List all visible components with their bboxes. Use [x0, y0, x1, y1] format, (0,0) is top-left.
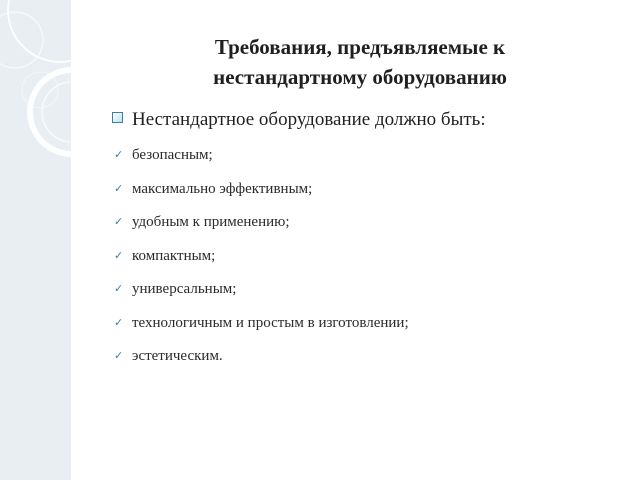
requirements-list — [114, 145, 409, 380]
list-item — [114, 279, 409, 313]
list-item — [114, 145, 409, 179]
list-item-text: технологичным и простым в изготовлении; — [132, 314, 409, 331]
list-item — [114, 246, 409, 280]
list-item — [114, 212, 409, 246]
decorative-circles — [0, 0, 71, 480]
lead-statement — [112, 108, 486, 132]
list-item — [114, 346, 409, 380]
list-item — [114, 313, 409, 347]
title-line-2: нестандартному оборудованию — [213, 65, 507, 89]
list-item-text: универсальным; — [132, 281, 237, 297]
list-item-text: компактным; — [132, 247, 216, 264]
checkmark-icon: ✓ — [114, 282, 124, 295]
checkmark-icon: ✓ — [114, 315, 124, 329]
list-item — [114, 179, 409, 213]
checkmark-icon: ✓ — [114, 148, 124, 161]
checkmark-icon: ✓ — [114, 349, 124, 362]
checkmark-icon: ✓ — [114, 181, 124, 195]
list-item-text: максимально эффективным; — [132, 180, 313, 197]
square-bullet-icon — [112, 112, 123, 123]
checkmark-icon: ✓ — [114, 215, 124, 228]
list-item-text: удобным к применению; — [132, 214, 290, 230]
title-line-1: Требования, предъявляемые к — [214, 35, 506, 59]
list-item-text: эстетическим. — [132, 348, 223, 364]
decorative-side-band — [0, 0, 71, 480]
checkmark-icon: ✓ — [114, 248, 124, 262]
lead-text: Нестандартное оборудование должно быть: — [132, 109, 486, 130]
slide-title — [150, 32, 570, 92]
list-item-text: безопасным; — [132, 147, 213, 163]
